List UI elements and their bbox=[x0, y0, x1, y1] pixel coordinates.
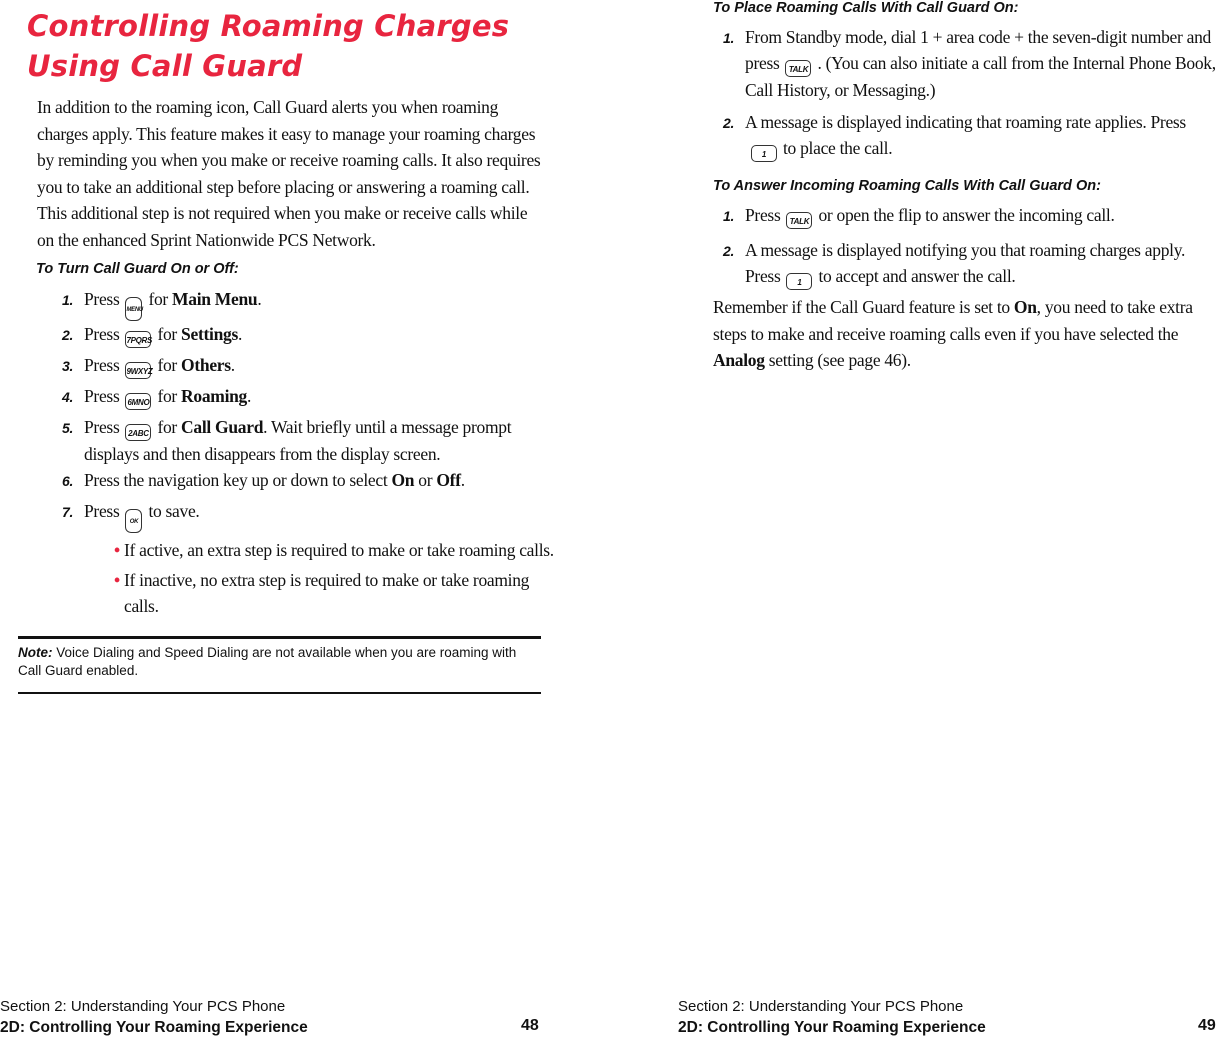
key-1-icon: 1 bbox=[786, 273, 812, 290]
key-6-icon: 6MNO bbox=[125, 393, 151, 410]
step-text: to accept and answer the call. bbox=[818, 266, 1016, 286]
remember-paragraph bbox=[713, 294, 1213, 374]
step-text: . bbox=[460, 470, 465, 490]
footer-section: Section 2: Understanding Your PCS Phone bbox=[0, 998, 286, 1015]
page-number: 49 bbox=[1198, 1017, 1216, 1034]
menu-option: Call Guard bbox=[181, 417, 264, 437]
step-2 bbox=[36, 321, 556, 352]
menu-option: Roaming bbox=[181, 386, 248, 406]
menu-option: Main Menu bbox=[172, 289, 258, 309]
section-subhead: To Turn Call Guard On or Off: bbox=[36, 261, 239, 277]
right-page bbox=[678, 0, 1218, 1039]
step-text: for bbox=[157, 386, 177, 406]
key-9-icon: 9WXYZ bbox=[125, 362, 151, 379]
section-subhead: To Place Roaming Calls With Call Guard On: bbox=[713, 0, 1019, 16]
section-subhead: To Answer Incoming Roaming Calls With Call Guard On: bbox=[713, 178, 1101, 194]
call-guard-section bbox=[36, 261, 556, 623]
step-number: 7. bbox=[62, 504, 74, 520]
option-on: On bbox=[1013, 297, 1037, 317]
step-5 bbox=[36, 414, 556, 467]
step-text: to place the call. bbox=[783, 138, 893, 158]
step-text: Press the navigation key up or down to select bbox=[84, 470, 388, 490]
step-text: Press bbox=[84, 501, 120, 521]
footer bbox=[0, 997, 308, 1038]
bullet-icon: • bbox=[114, 540, 120, 560]
footer bbox=[678, 997, 986, 1038]
step-text: for bbox=[148, 289, 168, 309]
step-text: to save. bbox=[148, 501, 200, 521]
step-number: 4. bbox=[62, 389, 74, 405]
step-text: for bbox=[157, 355, 177, 375]
option-off: Off bbox=[436, 470, 461, 490]
place-steps-list bbox=[713, 24, 1218, 162]
step-text: Press bbox=[84, 417, 120, 437]
step-text: . bbox=[257, 289, 262, 309]
footer-chapter: 2D: Controlling Your Roaming Experience bbox=[678, 1019, 986, 1036]
place-calls-section bbox=[713, 0, 1218, 162]
talk-key-icon: TALK bbox=[785, 60, 811, 77]
note-box bbox=[18, 636, 541, 694]
page-title: Controlling Roaming Charges Using Call Guard bbox=[27, 9, 510, 83]
page-number: 48 bbox=[521, 1017, 539, 1034]
key-2-icon: 2ABC bbox=[125, 424, 151, 441]
remember-text: setting (see page 46). bbox=[768, 350, 911, 370]
steps-list bbox=[36, 286, 556, 533]
answer-step-2 bbox=[713, 237, 1218, 290]
remember-text: , you need to take extra steps to make and receive roaming calls even if you have selected the bbox=[713, 297, 1193, 344]
ok-key-icon: OK bbox=[125, 509, 142, 533]
step-text: for bbox=[157, 417, 177, 437]
step-text: or open the flip to answer the incoming call. bbox=[818, 205, 1115, 225]
result-bullets bbox=[36, 537, 556, 619]
place-step-2 bbox=[713, 109, 1218, 162]
step-number: 2. bbox=[723, 243, 735, 259]
intro-paragraph: In addition to the roaming icon, Call Guard alerts you when roaming charges apply. This feature makes it easy to manage your roaming charges by reminding you when you make or receive roaming calls. It also requires you to take an additional step before placing or answering a roaming call. This additional step is not required when you make or receive calls while on the enhanced Sprint Nationwide PCS Network. bbox=[37, 97, 541, 250]
step-text: From Standby mode, dial 1 + area code + the seven-digit number and press bbox=[745, 27, 1211, 73]
step-number: 5. bbox=[62, 420, 74, 436]
remember-text: Remember if the Call Guard feature is set to bbox=[713, 297, 1010, 317]
step-text: for bbox=[157, 324, 177, 344]
step-4 bbox=[36, 383, 556, 414]
step-number: 2. bbox=[723, 115, 735, 131]
footer-section: Section 2: Understanding Your PCS Phone bbox=[678, 998, 964, 1015]
step-number: 3. bbox=[62, 358, 74, 374]
step-text: Press bbox=[84, 324, 120, 344]
bullet-text: If active, an extra step is required to make or take roaming calls. bbox=[124, 540, 554, 560]
step-text: Press bbox=[745, 205, 781, 225]
step-text: or bbox=[418, 470, 433, 490]
place-step-1 bbox=[713, 24, 1218, 103]
step-text: A message is displayed indicating that roaming rate applies. Press bbox=[745, 112, 1186, 132]
menu-option: Others bbox=[181, 355, 231, 375]
step-7 bbox=[36, 498, 556, 533]
key-7-icon: 7PQRS bbox=[125, 331, 151, 348]
key-1-icon: 1 bbox=[751, 145, 777, 162]
option-on: On bbox=[391, 470, 415, 490]
bullet-icon: • bbox=[114, 570, 120, 590]
answer-calls-section bbox=[713, 178, 1218, 290]
note-label: Note: bbox=[18, 645, 53, 660]
answer-step-1 bbox=[713, 202, 1218, 233]
footer-chapter: 2D: Controlling Your Roaming Experience bbox=[0, 1019, 308, 1036]
option-analog: Analog bbox=[713, 350, 765, 370]
menu-key-icon: MENU bbox=[125, 297, 142, 321]
step-text: . Wait briefly until a message prompt displays and then disappears from the display screen. bbox=[84, 417, 512, 464]
step-text: . bbox=[247, 386, 252, 406]
step-text: A message is displayed notifying you that roaming charges apply. Press bbox=[745, 240, 1186, 286]
step-text: . bbox=[230, 355, 235, 375]
answer-steps-list bbox=[713, 202, 1218, 290]
step-number: 6. bbox=[62, 473, 74, 489]
menu-option: Settings bbox=[181, 324, 238, 344]
step-text: Press bbox=[84, 289, 120, 309]
left-page bbox=[0, 0, 560, 1039]
bullet-item bbox=[36, 567, 556, 619]
bullet-text: If inactive, no extra step is required to make or take roaming calls. bbox=[124, 570, 530, 616]
step-1 bbox=[36, 286, 556, 321]
step-number: 1. bbox=[723, 208, 735, 224]
bullet-item bbox=[36, 537, 556, 563]
step-3 bbox=[36, 352, 556, 383]
step-text: Press bbox=[84, 386, 120, 406]
step-text: . (You can also initiate a call from the Internal Phone Book, Call History, or Messaging.) bbox=[745, 53, 1216, 100]
note-text: Voice Dialing and Speed Dialing are not available when you are roaming with Call Guard enabled. bbox=[18, 645, 517, 678]
step-number: 1. bbox=[62, 292, 74, 308]
step-number: 1. bbox=[723, 30, 735, 46]
talk-key-icon: TALK bbox=[786, 212, 812, 229]
step-number: 2. bbox=[62, 327, 74, 343]
step-6 bbox=[36, 467, 556, 498]
step-text: . bbox=[237, 324, 243, 344]
step-text: Press bbox=[84, 355, 120, 375]
